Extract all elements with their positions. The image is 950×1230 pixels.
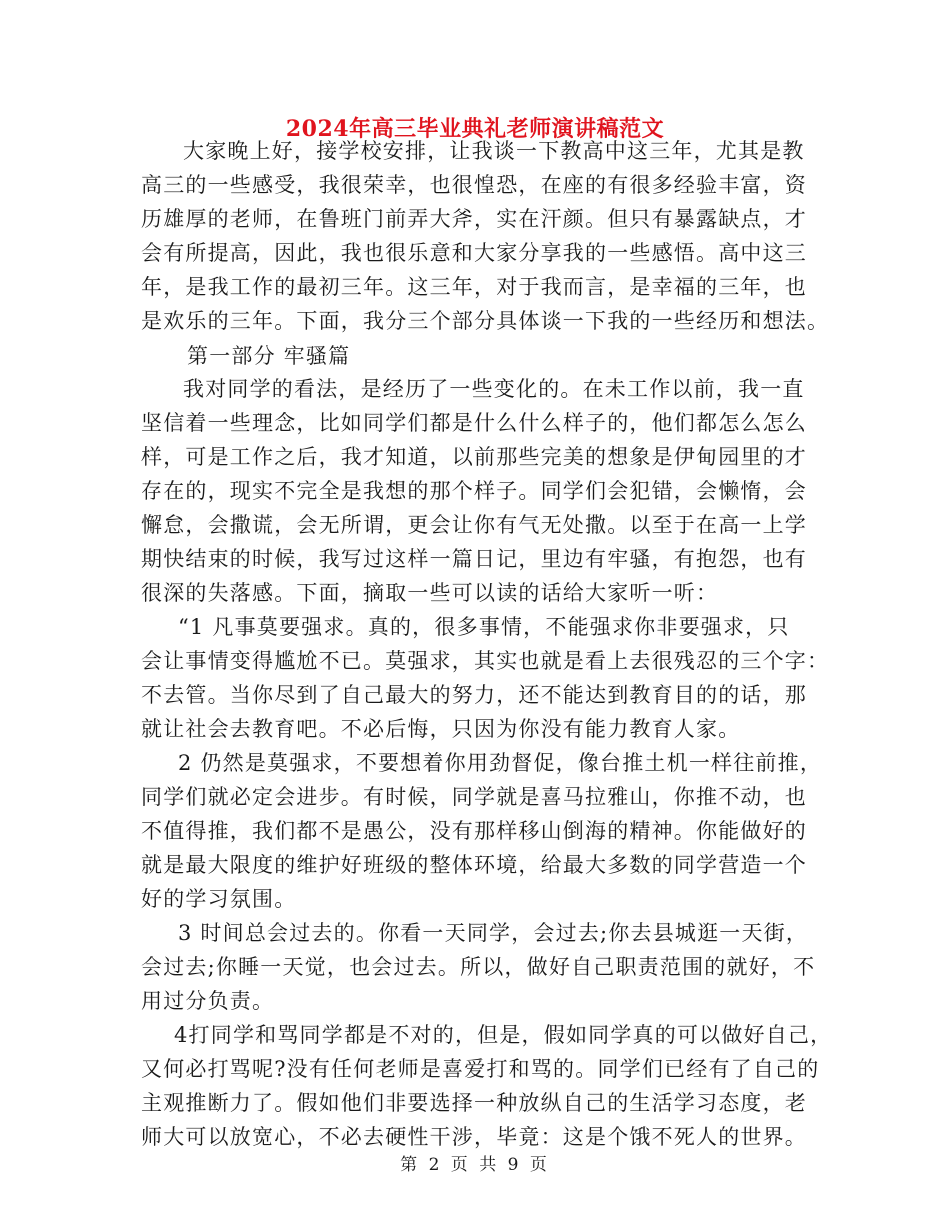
body-text-line: 会让事情变得尴尬不已。莫强求，其实也就是看上去很残忍的三个字： (141, 649, 830, 673)
body-text-line: 会有所提高，因此，我也很乐意和大家分享我的一些感悟。高中这三 (141, 241, 807, 265)
body-text-line: 年，是我工作的最初三年。这三年，对于我而言，是幸福的三年，也 (141, 275, 807, 299)
body-text-line: 2 仍然是莫强求，不要想着你用劲督促，像台推土机一样往前推， (178, 751, 823, 775)
body-text-line: 好的学习氛围。 (141, 887, 297, 911)
body-text-line: 又何必打骂呢?没有任何老师是喜爱打和骂的。同学们已经有了自己的 (141, 1057, 820, 1081)
body-text-line: 很深的失落感。下面，摘取一些可以读的话给大家听一听： (141, 581, 719, 605)
body-text-line: 是欢乐的三年。下面，我分三个部分具体谈一下我的一些经历和想法。 (141, 309, 830, 333)
body-text-line: 不值得推，我们都不是愚公，没有那样移山倒海的精神。你能做好的 (141, 819, 807, 843)
body-text-line: 就让社会去教育吧。不必后悔，只因为你没有能力教育人家。 (141, 717, 741, 741)
body-text-line: 期快结束的时候，我写过这样一篇日记，里边有牢骚，有抱怨，也有 (141, 547, 807, 571)
body-text-line: 我对同学的看法，是经历了一些变化的。在未工作以前，我一直 (183, 377, 805, 401)
body-text-line: 就是最大限度的维护好班级的整体环境，给最大多数的同学营造一个 (141, 853, 807, 877)
body-text-line: 3 时间总会过去的。你看一天同学，会过去;你去县城逛一天街， (178, 921, 809, 945)
body-text-line: 样，可是工作之后，我才知道，以前那些完美的想象是伊甸园里的才 (141, 445, 807, 469)
body-text-line: 懈怠，会撒谎，会无所谓，更会让你有气无处撒。以至于在高一上学 (141, 513, 807, 537)
body-text-line: 大家晚上好，接学校安排，让我谈一下教高中这三年，尤其是教 (183, 139, 805, 163)
body-text-line: 不去管。当你尽到了自己最大的努力，还不能达到教育目的的话，那 (141, 683, 807, 707)
body-text-line: 主观推断力了。假如他们非要选择一种放纵自己的生活学习态度，老 (141, 1091, 807, 1115)
document-title: 2024年高三毕业典礼老师演讲稿范文 (285, 116, 665, 142)
body-text-line: 用过分负责。 (141, 989, 275, 1013)
body-text-line: “1 凡事莫要强求。真的，很多事情，不能强求你非要强求，只 (178, 615, 790, 639)
body-text-line: 存在的，现实不完全是我想的那个样子。同学们会犯错，会懒惰，会 (141, 479, 807, 503)
body-text-line: 同学们就必定会进步。有时候，同学就是喜马拉雅山，你推不动，也 (141, 785, 807, 809)
body-text-line: 高三的一些感受，我很荣幸，也很惶恐，在座的有很多经验丰富，资 (141, 173, 807, 197)
body-text-line: 会过去;你睡一天觉，也会过去。所以，做好自己职责范围的就好，不 (141, 955, 816, 979)
body-text-line: 第一部分 牢骚篇 (187, 344, 351, 368)
page-footer: 第 2 页 共 9 页 (400, 1155, 550, 1175)
body-text-line: 坚信着一些理念，比如同学们都是什么什么样子的，他们都怎么怎么 (141, 411, 807, 435)
body-text-line: 师大可以放宽心，不必去硬性干涉，毕竟：这是个饿不死人的世界。 (141, 1125, 807, 1149)
body-text-line: 历雄厚的老师，在鲁班门前弄大斧，实在汗颜。但只有暴露缺点，才 (141, 207, 807, 231)
body-text-line: 4打同学和骂同学都是不对的，但是，假如同学真的可以做好自己， (174, 1023, 833, 1047)
